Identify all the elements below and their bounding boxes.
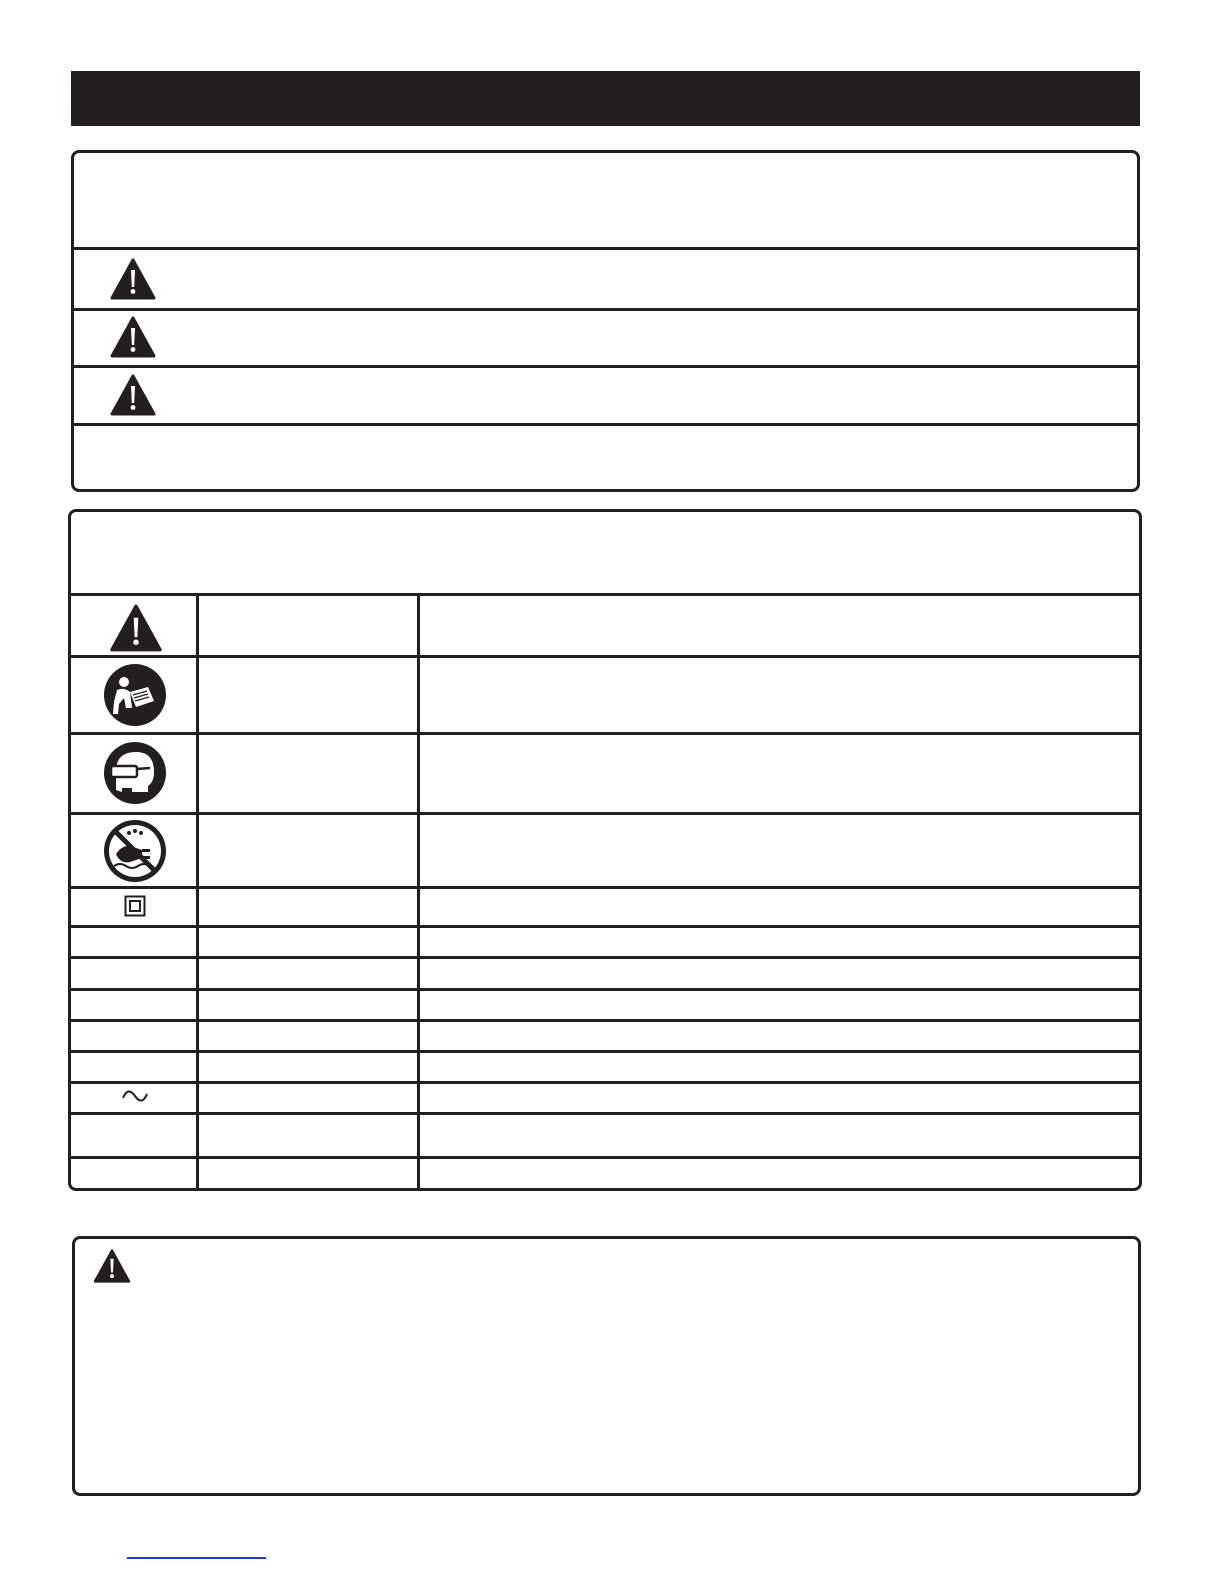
symbols-table [68, 509, 1142, 1191]
row-divider [71, 886, 1139, 889]
signal-words-box [71, 150, 1140, 492]
divider [74, 308, 1137, 311]
warning-triangle-icon [110, 374, 156, 416]
divider [74, 423, 1137, 426]
warning-box [72, 1236, 1141, 1496]
warning-triangle-icon [110, 316, 156, 358]
warning-triangle-icon [109, 604, 163, 652]
row-divider [71, 732, 1139, 735]
divider [74, 247, 1137, 250]
section-header-bar [71, 71, 1140, 126]
read-manual-icon [102, 662, 168, 728]
row-divider [71, 956, 1139, 959]
row-divider [71, 1081, 1139, 1084]
row-divider [71, 1156, 1139, 1159]
column-divider [417, 593, 420, 1191]
warning-triangle-icon [110, 258, 156, 300]
table-header-divider [71, 593, 1139, 596]
divider [74, 365, 1137, 368]
alternating-current-icon [121, 1086, 149, 1106]
row-divider [71, 925, 1139, 928]
row-divider [71, 1019, 1139, 1022]
footer-link-underline[interactable] [127, 1557, 266, 1559]
column-divider [196, 593, 199, 1191]
row-divider [71, 655, 1139, 658]
warning-triangle-icon [93, 1249, 131, 1283]
double-insulation-icon [124, 895, 146, 917]
row-divider [71, 812, 1139, 815]
row-divider [71, 988, 1139, 991]
eye-protection-icon [102, 740, 168, 806]
no-rain-icon [102, 818, 168, 884]
row-divider [71, 1050, 1139, 1053]
row-divider [71, 1112, 1139, 1115]
